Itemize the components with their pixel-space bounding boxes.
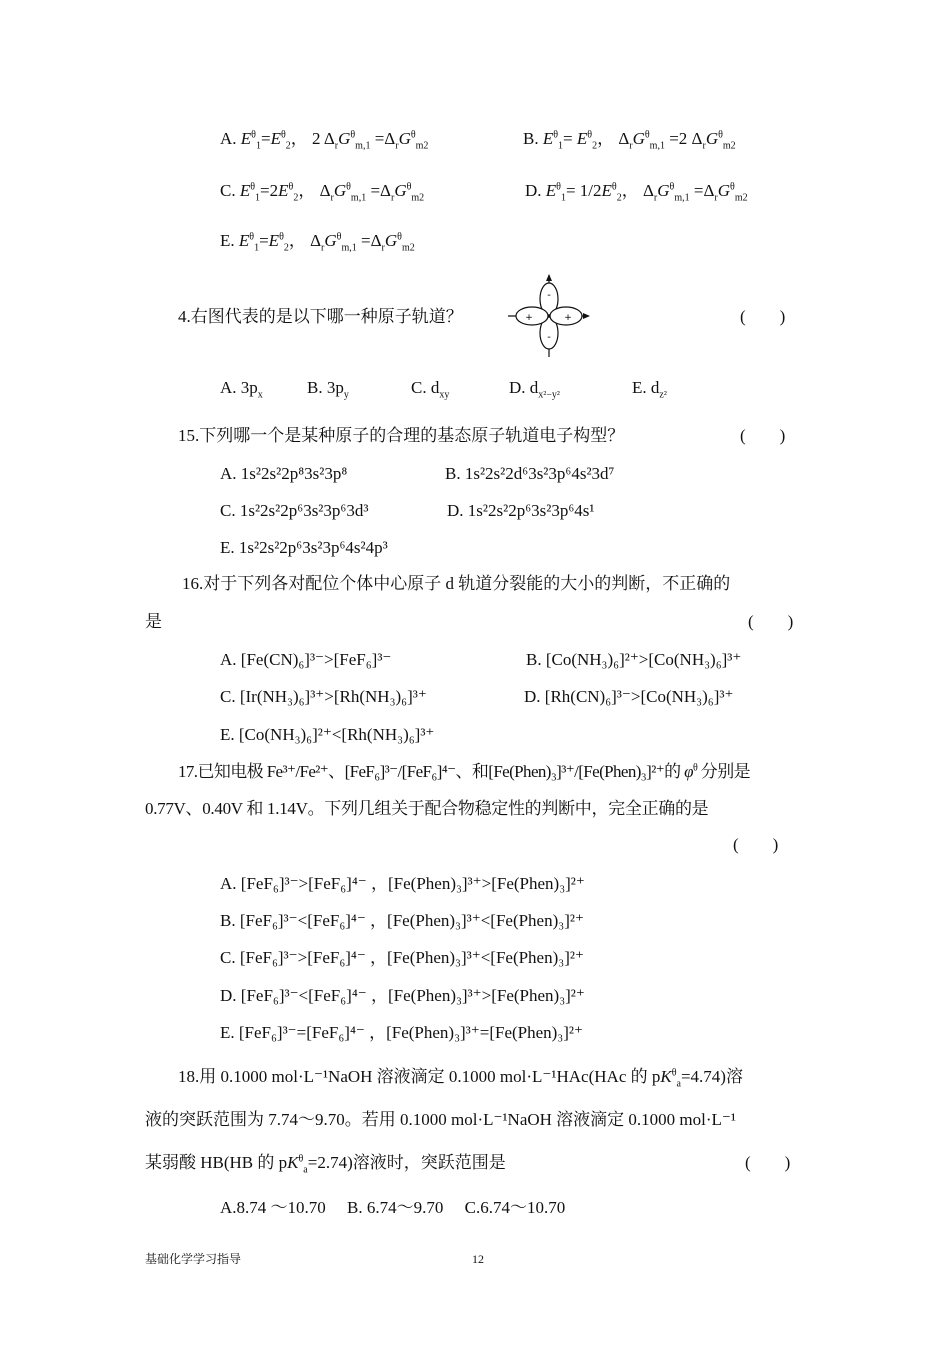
sep: ， [288, 231, 306, 250]
text: 分别是 [697, 762, 750, 781]
symbol-e: E [576, 129, 588, 148]
answer-paren: ( ) [740, 307, 786, 326]
sep: ， [290, 129, 312, 148]
q16-option-e: E. [Co(NH₃)₆]²⁺<[Rh(NH₃)₆]³⁺ [220, 725, 435, 744]
q17-option-c: C. [FeF₆]³⁻>[FeF₆]⁴⁻ ，[Fe(Phen)₃]³⁺<[Fe(Phen)₃]²⁺ [220, 948, 584, 967]
symbol-k: K [287, 1153, 299, 1172]
symbol-g: G [632, 129, 645, 148]
eq: = [370, 129, 385, 148]
q3-option-e [220, 230, 415, 252]
sub: x [257, 389, 263, 401]
theta: θ [556, 181, 561, 193]
q3-option-d [525, 180, 748, 202]
answer-paren: ( ) [740, 426, 786, 445]
q4-option-c [411, 377, 449, 399]
orbital-sign-top: - [547, 290, 551, 301]
page-number: 12 [472, 1252, 484, 1266]
sub: r [381, 242, 385, 254]
q16-question-line2: 是 [145, 612, 162, 631]
relation: =2 [260, 181, 279, 200]
sub: r [390, 192, 395, 204]
sub: x²−y² [538, 389, 560, 401]
sub: a [676, 1078, 681, 1090]
q16-option-b: B. [Co(NH₃)₆]²⁺>[Co(NH₃)₆]³⁺ [526, 650, 742, 669]
option-label: B. [523, 129, 543, 148]
sub: 1 [255, 192, 261, 204]
text: =2.74)溶液时，突跃范围是 [307, 1153, 506, 1172]
q18-options: A.8.74 ～10.70 B. 6.74～9.70 C.6.74～10.70 [220, 1198, 566, 1217]
q15-option-c: C. 1s²2s²2p⁶3s²3p⁶3d³ [220, 501, 369, 520]
q3-option-c [220, 180, 424, 202]
q15-option-b: B. 1s²2s²2d⁶3s²3p⁶4s²3d⁷ [445, 464, 615, 483]
sub: m,1 [355, 140, 371, 152]
theta: θ [406, 181, 412, 193]
sub: 2 [283, 242, 289, 254]
theta: θ [249, 231, 255, 243]
sub: a [303, 1164, 308, 1176]
q17-question-line1 [178, 761, 750, 783]
option-label: E. [220, 231, 239, 250]
symbol-e: E [240, 129, 252, 148]
q16-option-d: D. [Rh(CN)₆]³⁻>[Co(NH₃)₆]³⁺ [524, 687, 734, 706]
delta: Δ [642, 181, 654, 200]
symbol-g: G [338, 129, 351, 148]
symbol-e: E [542, 129, 554, 148]
sub: m,1 [350, 192, 367, 204]
option-label: C. [220, 181, 240, 200]
symbol-e: E [545, 181, 557, 200]
d-orbital-diagram-icon [506, 273, 592, 359]
theta: θ [671, 1067, 677, 1079]
theta: θ [553, 129, 559, 141]
symbol-g: G [333, 181, 347, 200]
sub: 1 [558, 140, 564, 152]
sub: 2 [592, 140, 598, 152]
sub: m,1 [649, 140, 665, 152]
sub: 1 [254, 242, 260, 254]
footer-book-title: 基础化学学习指导 [145, 1252, 242, 1266]
answer-paren: ( ) [748, 612, 794, 631]
text: =4.74)溶 [680, 1067, 743, 1086]
delta: Δ [310, 231, 322, 250]
symbol-e: E [239, 181, 251, 200]
q4-option-e [632, 377, 667, 399]
text: 某弱酸 HB(HB 的 p [145, 1153, 288, 1172]
sub: r [321, 242, 325, 254]
q15-option-d: D. 1s²2s²2p⁶3s²3p⁶4s¹ [447, 501, 595, 520]
q17-question-line2: 0.77V、0.40V 和 1.14V。下列几组关于配合物稳定性的判断中，完全正确的是 [145, 799, 709, 818]
relation: = 1/2 [565, 181, 602, 200]
sub: m2 [411, 192, 425, 204]
q16-option-c: C. [Ir(NH₃)₆]³⁺>[Rh(NH₃)₆]³⁺ [220, 687, 427, 706]
sub: 1 [255, 140, 261, 152]
orbital-sign-right: + [564, 313, 572, 323]
delta: Δ [691, 129, 703, 148]
sub: m2 [415, 140, 429, 152]
sub: 2 [616, 192, 622, 204]
coef: 2 [312, 129, 324, 148]
sub: 2 [285, 140, 291, 152]
orbital-sign-bottom: - [547, 332, 551, 343]
q17-option-a: A. [FeF₆]³⁻>[FeF₆]⁴⁻ ，[Fe(Phen)₃]³⁺>[Fe(Phen)₃]²⁺ [220, 874, 585, 893]
relation: = [259, 231, 269, 250]
text: 17.已知电极 Fe³⁺/Fe²⁺、[FeF₆]³⁻/[FeF₆]⁴⁻、和[Fe(Phen)₃]³⁺/[Fe(Phen)₃]²⁺的 [178, 762, 685, 781]
q18-question-line2: 液的突跃范围为 7.74～9.70。若用 0.1000 mol·L⁻¹NaOH 溶液滴定 0.1000 mol·L⁻¹ [145, 1110, 736, 1129]
theta: θ [346, 181, 351, 193]
option-label: D. [525, 181, 546, 200]
q4-option-a [220, 377, 263, 399]
sub: r [653, 192, 658, 204]
option-label: C. d [411, 378, 440, 397]
theta: θ [611, 181, 617, 193]
theta: θ [692, 762, 698, 774]
q3-option-b [523, 128, 736, 150]
answer-paren: ( ) [733, 835, 779, 854]
theta: θ [280, 129, 286, 141]
symbol-e: E [601, 181, 612, 200]
eq: = [366, 181, 381, 200]
q16-option-a: A. [Fe(CN)₆]³⁻>[FeF₆]³⁻ [220, 650, 392, 669]
delta: Δ [370, 231, 382, 250]
theta: θ [350, 129, 356, 141]
sub: z² [659, 389, 667, 401]
theta: θ [644, 129, 650, 141]
sub: r [334, 140, 339, 152]
text: 18.用 0.1000 mol·L⁻¹NaOH 溶液滴定 0.1000 mol·L⁻¹HAc(HAc 的 p [178, 1067, 661, 1086]
q4-option-d [509, 377, 560, 399]
symbol-g: G [384, 231, 398, 250]
sub: m2 [734, 192, 748, 204]
symbol-g: G [398, 129, 411, 148]
delta: Δ [384, 129, 396, 148]
delta: Δ [380, 181, 391, 200]
sub: m2 [722, 140, 736, 152]
sub: xy [439, 389, 450, 401]
q18-question-line1 [178, 1066, 743, 1088]
eq: = [689, 181, 704, 200]
q4-question: 4.右图代表的是以下哪一种原子轨道？ [178, 307, 463, 326]
q4-option-b [307, 377, 349, 399]
q17-option-d: D. [FeF₆]³⁻<[FeF₆]⁴⁻ ，[Fe(Phen)₃]³⁺>[Fe(Phen)₃]²⁺ [220, 986, 585, 1005]
symbol-g: G [717, 181, 731, 200]
sub: m,1 [341, 242, 357, 254]
theta: θ [410, 129, 416, 141]
orbital-sign-left: + [525, 313, 533, 323]
sep: ， [621, 181, 639, 200]
option-label: E. d [632, 378, 660, 397]
theta: θ [587, 129, 593, 141]
theta: θ [397, 231, 402, 243]
symbol-e: E [278, 181, 289, 200]
sep: ， [597, 129, 615, 148]
eq: = [356, 231, 371, 250]
symbol-e: E [268, 231, 280, 250]
sub: 1 [560, 192, 566, 204]
q15-question: 15.下列哪一个是某种原子的合理的基态原子轨道电子构型？ [178, 426, 625, 445]
eq: =2 [664, 129, 692, 148]
option-label: A. 3p [220, 378, 258, 397]
symbol-k: K [660, 1067, 672, 1086]
relation: = [260, 129, 271, 148]
q17-option-e: E. [FeF₆]³⁻=[FeF₆]⁴⁻ ，[Fe(Phen)₃]³⁺=[Fe(Phen)₃]²⁺ [220, 1023, 583, 1042]
sub: m2 [401, 242, 415, 254]
sep: ， [298, 181, 316, 200]
sub: r [330, 192, 334, 204]
q15-option-e: E. 1s²2s²2p⁶3s²3p⁶4s²4p³ [220, 538, 388, 557]
symbol-g: G [705, 129, 719, 148]
delta: Δ [618, 129, 630, 148]
option-label: B. 3p [307, 378, 344, 397]
q18-question-line3 [145, 1152, 506, 1174]
symbol-g: G [657, 181, 670, 200]
symbol-phi: φ [684, 762, 693, 781]
relation: = [563, 129, 577, 148]
symbol-e: E [238, 231, 250, 250]
delta: Δ [323, 129, 335, 148]
sub: y [343, 389, 349, 401]
q16-question-line1: 16.对于下列各对配位个体中心原子 d 轨道分裂能的大小的判断，不正确的 [182, 574, 731, 593]
symbol-e: E [270, 129, 281, 148]
answer-paren: ( ) [745, 1153, 791, 1172]
sub: r [629, 140, 633, 152]
symbol-g: G [394, 181, 407, 200]
theta: θ [336, 231, 342, 243]
sub: m,1 [674, 192, 690, 204]
q15-option-a: A. 1s²2s²2p⁸3s²3p⁸ [220, 464, 348, 483]
q17-option-b: B. [FeF₆]³⁻<[FeF₆]⁴⁻ ，[Fe(Phen)₃]³⁺<[Fe(Phen)₃]²⁺ [220, 911, 584, 930]
theta: θ [250, 181, 256, 193]
symbol-g: G [324, 231, 337, 250]
delta: Δ [703, 181, 715, 200]
theta: θ [718, 129, 723, 141]
theta: θ [298, 1153, 304, 1165]
delta: Δ [319, 181, 331, 200]
theta: θ [279, 231, 284, 243]
theta: θ [730, 181, 735, 193]
option-label: D. d [509, 378, 539, 397]
theta: θ [288, 181, 294, 193]
sub: r [714, 192, 718, 204]
sub: r [702, 140, 706, 152]
q3-option-a [220, 128, 428, 150]
theta: θ [669, 181, 675, 193]
theta: θ [251, 129, 256, 141]
option-label: A. [220, 129, 241, 148]
sub: r [395, 140, 399, 152]
sub: 2 [293, 192, 299, 204]
